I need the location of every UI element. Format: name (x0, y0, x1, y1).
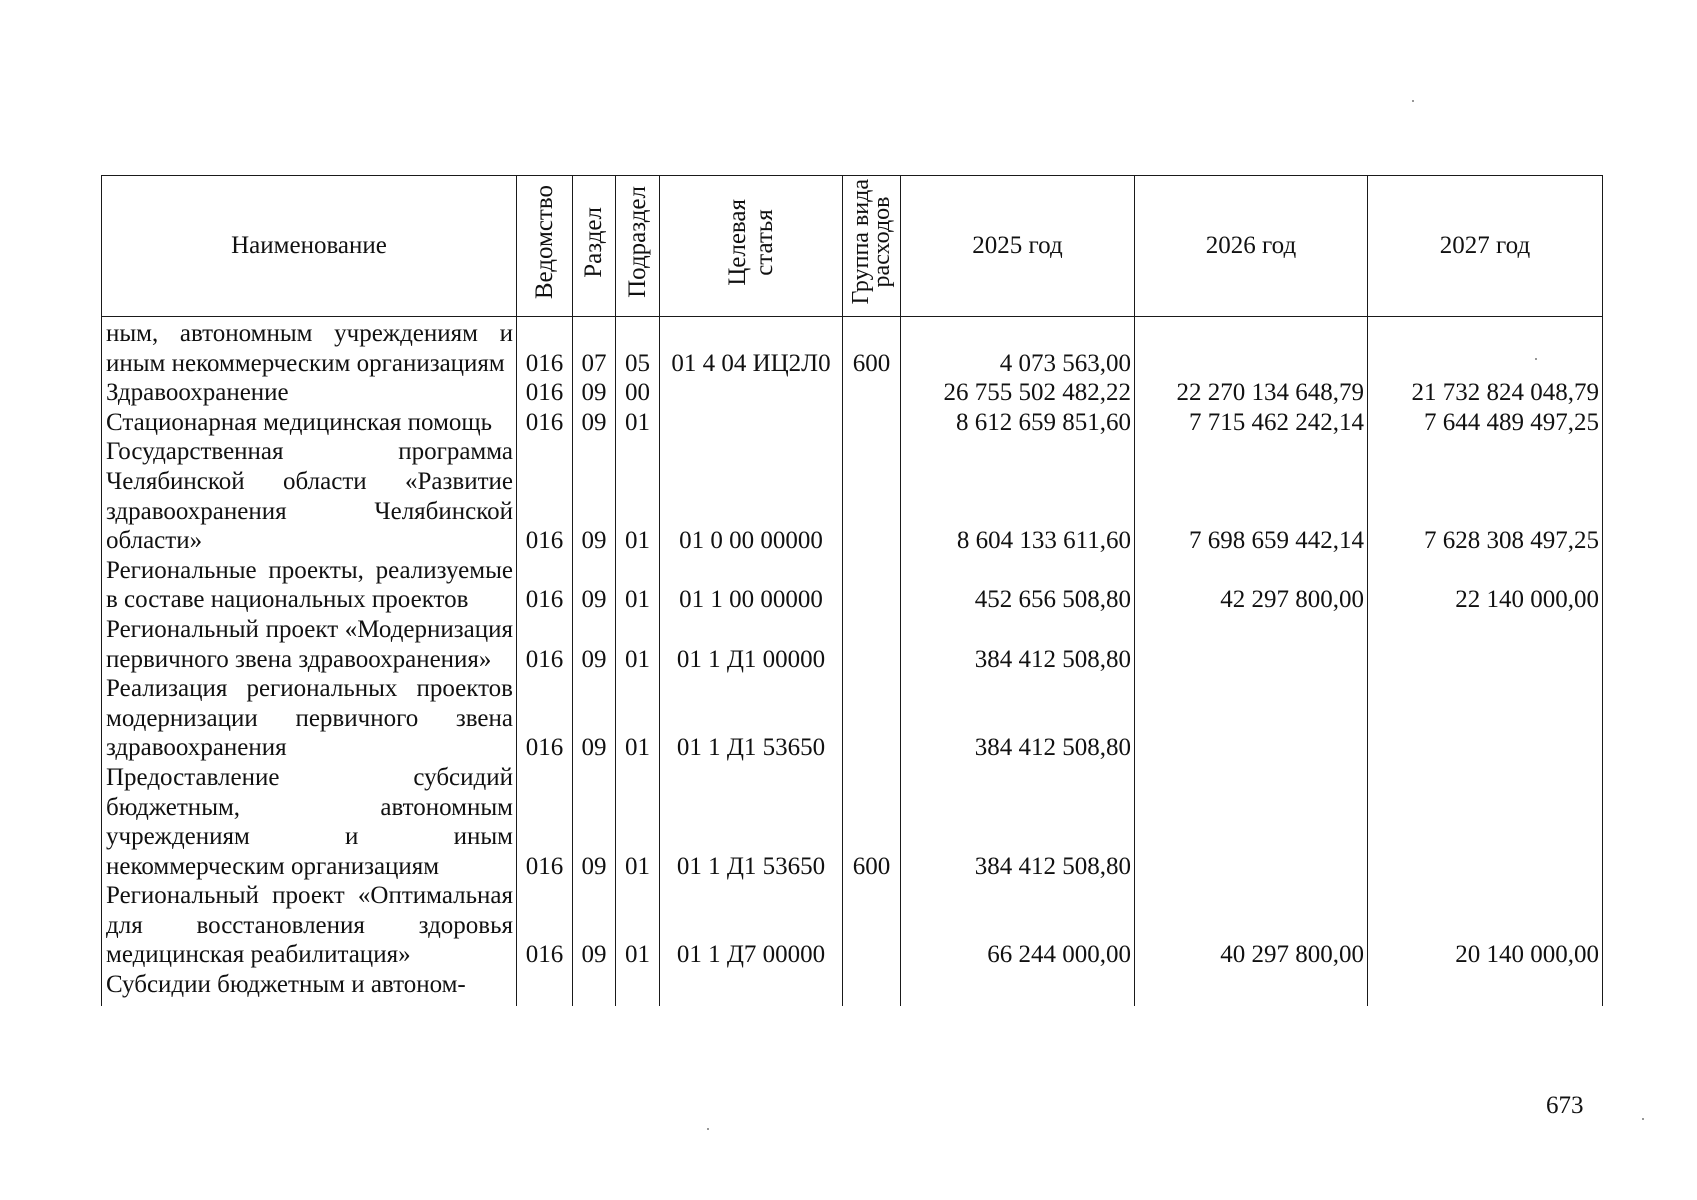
row-2025: 452 656 508,80 (901, 556, 1135, 615)
row-name: Региональный проект «Модернизация первичного звена здравоохранения» (102, 615, 517, 674)
row-department: 016 (517, 674, 573, 763)
row-2027 (1368, 970, 1603, 1006)
row-2025: 8 612 659 851,60 (901, 408, 1135, 438)
row-target-article: 01 1 Д1 53650 (660, 674, 843, 763)
scan-speck (707, 1128, 709, 1130)
row-2026: 7 715 462 242,14 (1135, 408, 1368, 438)
table-header-row (102, 176, 1603, 317)
row-target-article (660, 408, 843, 438)
table-body (102, 317, 1603, 1007)
row-department: 016 (517, 408, 573, 438)
row-name: Государственная программа Челябинской области «Развитие здравоохранения Челябинской области» (102, 437, 517, 555)
row-target-article: 01 0 00 00000 (660, 437, 843, 555)
row-target-article (660, 378, 843, 408)
row-name: Здравоохранение (102, 378, 517, 408)
row-expense-group (843, 881, 901, 970)
row-2026 (1135, 317, 1368, 379)
row-2025 (901, 970, 1135, 1006)
table-row (102, 970, 1603, 1006)
row-department: 016 (517, 378, 573, 408)
table-row (102, 556, 1603, 615)
row-name: Стационарная медицинская помощь (102, 408, 517, 438)
budget-table (101, 175, 1603, 1006)
row-2026: 22 270 134 648,79 (1135, 378, 1368, 408)
row-target-article: 01 1 Д1 53650 (660, 763, 843, 881)
row-2025: 66 244 000,00 (901, 881, 1135, 970)
row-name: Предоставление субсидий бюджетным, автономным учреждениям и иным некоммерческим организациям (102, 763, 517, 881)
row-2027: 20 140 000,00 (1368, 881, 1603, 970)
row-subsection: 01 (616, 437, 660, 555)
header-section: Раздел (573, 176, 616, 317)
row-expense-group (843, 408, 901, 438)
row-expense-group (843, 556, 901, 615)
row-2027 (1368, 317, 1603, 379)
row-target-article: 01 1 Д1 00000 (660, 615, 843, 674)
row-2025: 384 412 508,80 (901, 615, 1135, 674)
scan-speck (1535, 358, 1537, 360)
scan-speck (1412, 100, 1414, 102)
row-subsection (616, 970, 660, 1006)
table-row (102, 763, 1603, 881)
row-name: Региональный проект «Оптимальная для восстановления здоровья медицинская реабилитация» (102, 881, 517, 970)
row-section: 09 (573, 674, 616, 763)
row-section (573, 970, 616, 1006)
row-target-article: 01 1 Д7 00000 (660, 881, 843, 970)
page-number: 673 (1546, 1092, 1584, 1119)
header-2026: 2026 год (1135, 176, 1368, 317)
row-name: Региональные проекты, реализуемые в составе национальных проектов (102, 556, 517, 615)
row-2026: 42 297 800,00 (1135, 556, 1368, 615)
table-row (102, 437, 1603, 555)
row-2025: 384 412 508,80 (901, 763, 1135, 881)
row-section: 09 (573, 408, 616, 438)
row-section: 09 (573, 881, 616, 970)
header-name: Наименование (102, 176, 517, 317)
row-2026 (1135, 970, 1368, 1006)
row-section: 09 (573, 437, 616, 555)
header-2025: 2025 год (901, 176, 1135, 317)
header-2027: 2027 год (1368, 176, 1603, 317)
row-department: 016 (517, 615, 573, 674)
row-department: 016 (517, 317, 573, 379)
row-expense-group: 600 (843, 317, 901, 379)
table-row (102, 378, 1603, 408)
row-target-article: 01 4 04 ИЦ2Л0 (660, 317, 843, 379)
row-department: 016 (517, 556, 573, 615)
row-target-article: 01 1 00 00000 (660, 556, 843, 615)
table-row (102, 615, 1603, 674)
row-subsection: 00 (616, 378, 660, 408)
row-subsection: 01 (616, 881, 660, 970)
row-expense-group (843, 437, 901, 555)
header-target-article: Целевая статья (660, 176, 843, 317)
row-2026 (1135, 674, 1368, 763)
header-department: Ведомство (517, 176, 573, 317)
header-expense-group: Группа вида расходов (843, 176, 901, 317)
table-row (102, 674, 1603, 763)
row-expense-group (843, 378, 901, 408)
row-2026 (1135, 615, 1368, 674)
row-subsection: 05 (616, 317, 660, 379)
row-2025: 4 073 563,00 (901, 317, 1135, 379)
row-2027: 21 732 824 048,79 (1368, 378, 1603, 408)
row-subsection: 01 (616, 408, 660, 438)
row-section: 09 (573, 615, 616, 674)
row-department: 016 (517, 881, 573, 970)
row-expense-group (843, 615, 901, 674)
row-2026: 7 698 659 442,14 (1135, 437, 1368, 555)
scan-speck (1642, 1118, 1644, 1120)
row-2026: 40 297 800,00 (1135, 881, 1368, 970)
row-section: 09 (573, 378, 616, 408)
row-department (517, 970, 573, 1006)
row-name: Субсидии бюджетным и автоном- (102, 970, 517, 1006)
table-row (102, 881, 1603, 970)
row-expense-group: 600 (843, 763, 901, 881)
row-expense-group (843, 674, 901, 763)
row-2027 (1368, 674, 1603, 763)
row-subsection: 01 (616, 763, 660, 881)
budget-table-container (101, 175, 1602, 1090)
row-2027 (1368, 763, 1603, 881)
row-subsection: 01 (616, 674, 660, 763)
table-row (102, 408, 1603, 438)
row-name: ным, автономным учреждениям и иным некоммерческим организациям (102, 317, 517, 379)
row-subsection: 01 (616, 556, 660, 615)
row-section: 09 (573, 556, 616, 615)
row-2025: 8 604 133 611,60 (901, 437, 1135, 555)
row-department: 016 (517, 763, 573, 881)
table-row (102, 317, 1603, 379)
row-2026 (1135, 763, 1368, 881)
row-target-article (660, 970, 843, 1006)
row-2027: 7 644 489 497,25 (1368, 408, 1603, 438)
row-2027 (1368, 615, 1603, 674)
row-name: Реализация региональных проектов модернизации первичного звена здравоохранения (102, 674, 517, 763)
row-2025: 384 412 508,80 (901, 674, 1135, 763)
header-subsection: Подраздел (616, 176, 660, 317)
row-2027: 7 628 308 497,25 (1368, 437, 1603, 555)
row-2025: 26 755 502 482,22 (901, 378, 1135, 408)
row-expense-group (843, 970, 901, 1006)
row-department: 016 (517, 437, 573, 555)
row-section: 09 (573, 763, 616, 881)
row-section: 07 (573, 317, 616, 379)
row-subsection: 01 (616, 615, 660, 674)
row-2027: 22 140 000,00 (1368, 556, 1603, 615)
